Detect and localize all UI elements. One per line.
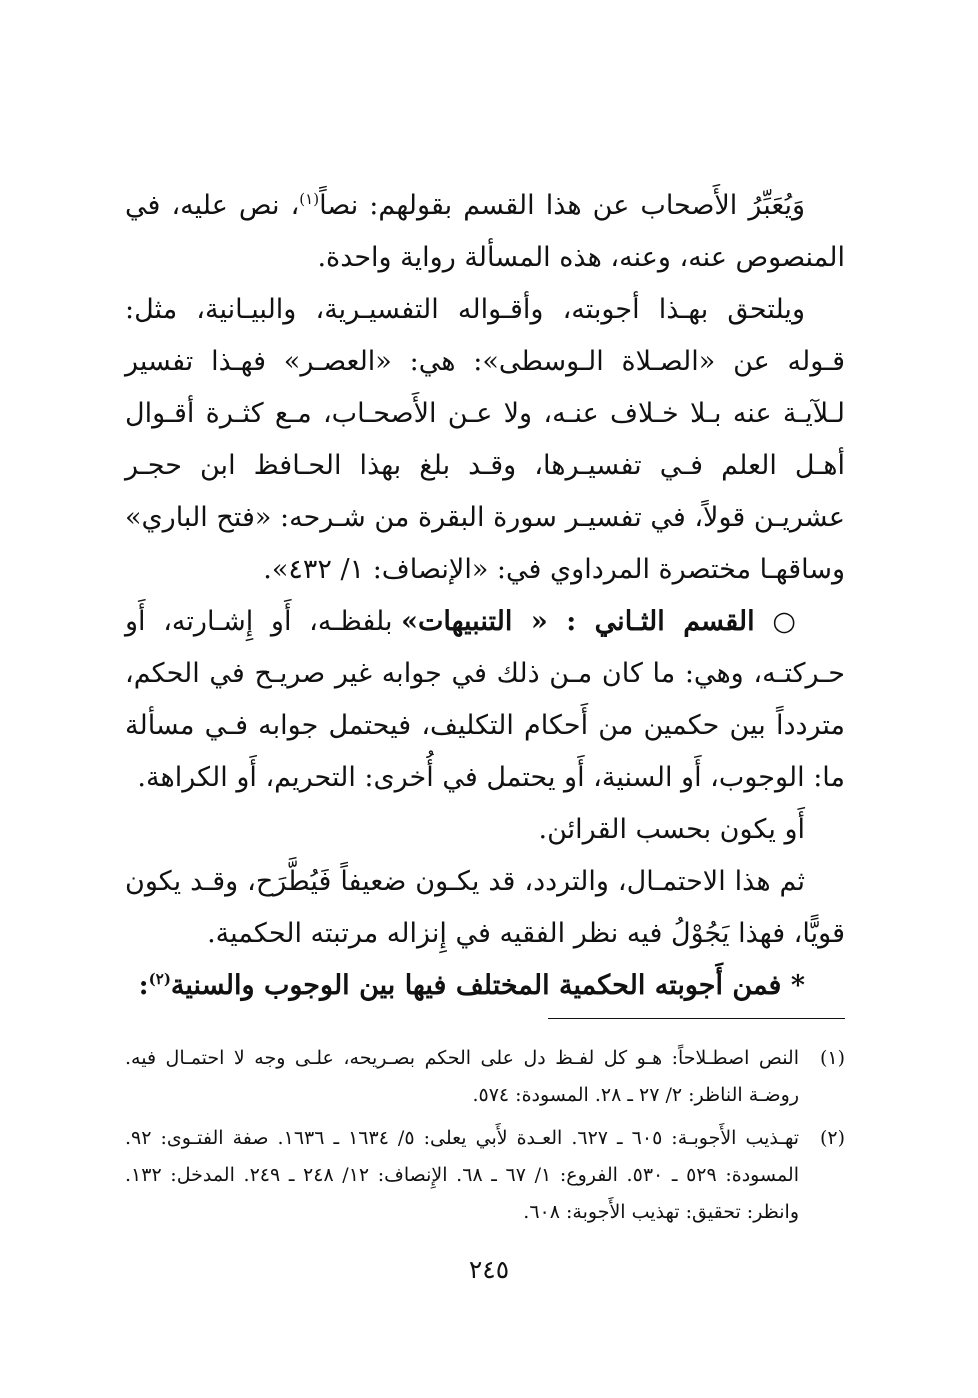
paragraph-4: أَو يكون بحسب القرائن. bbox=[538, 814, 805, 845]
paragraph-6-colon: : bbox=[138, 970, 149, 1001]
footnote-2 bbox=[125, 1120, 845, 1231]
footnote-text: النص اصطـلاحاً: هـو كل لفـظ دل على الحكم بصـريحه، علـى وجه لا احتمـال فيه. روضـة الناظر: ٢/ ٢٧ ـ ٢٨. المسودة: ٥٧٤. bbox=[125, 1047, 799, 1106]
footnote-number: (٢) bbox=[819, 1127, 845, 1149]
footnote-ref-1: (١) bbox=[299, 190, 320, 208]
footnote-ref-2: (٢) bbox=[148, 970, 171, 988]
paragraph-1-text: وَيُعَبِّرُ الأَصحاب عن هذا القسم بقولهم: نصاً bbox=[319, 190, 805, 221]
footnote-number: (١) bbox=[819, 1047, 845, 1069]
paragraph-2: ويلتحق بهـذا أجوبته، وأقـواله التفسيـرية، والبيـانية، مثل: قـوله عن «الصـلاة الـوسطى»: هي: «العصـر» فهـذا تفسير لـلآيـة عنه بـلا خـلاف عنـه، ولا عـن الأَصحـاب، مـع كثـرة أقـوال أهـل العلم فـي تفسيـرها، وقـد بلغ بهذا الحـافظ ابن حجـر عشريـن قولاً، في تفسيـر سورة البقرة من شـرحه: «فتح الباري» وساقهـا مختصرة المرداوي في: «الإنصاف: ١/ ٤٣٢». bbox=[125, 294, 845, 585]
paragraph-3-text: بلفظـه، أَو إِشـارته، أَو حـركتـه، وهي: ما كان مـن ذلك في جوابه غير صريـح في الحكم، متردداً بين حكمين من أَحكام التكليف، فيحتمل جوابه فـي مسألة ما: الوجوب، أَو السنية، أَو يحتمل في أُخرى: التحريم، أَو الكراهة. bbox=[125, 606, 845, 793]
paragraph-6 bbox=[125, 960, 845, 1012]
section-heading: القسم الثـاني : « التنبيهات» bbox=[401, 606, 755, 637]
paragraph-6-text: * فمن أَجوبته الحكمية المختلف فيها بين الوجوب والسنية bbox=[170, 970, 805, 1001]
main-text-block bbox=[125, 180, 845, 1012]
footnote-divider bbox=[548, 1018, 845, 1019]
footnotes-block bbox=[125, 1040, 845, 1237]
circle-bullet-icon: ○ bbox=[772, 606, 805, 637]
paragraph-1-text-continued: ، نص عليه، في المنصوص عنه، وعنه، هذه المسألة رواية واحدة. bbox=[125, 190, 845, 273]
paragraph-1 bbox=[125, 180, 845, 284]
footnote-1 bbox=[125, 1040, 845, 1114]
paragraph-3 bbox=[125, 596, 845, 804]
footnote-text: تهـذيب الأَجوبـة: ٦٠٥ ـ ٦٢٧. العـدة لأَبي يعلى: ٥/ ١٦٣٤ ـ ١٦٣٦. صفة الفتـوى: ٩٢. المسودة: ٥٢٩ ـ ٥٣٠. الفروع: ١/ ٦٧ ـ ٦٨. الإِنصاف: ١٢/ ٢٤٨ ـ ٢٤٩. المدخل: ١٣٢. وانظر: تحقيق: تهذيب الأَجوبة: ٦٠٨. bbox=[125, 1127, 799, 1223]
page-number: ٢٤٥ bbox=[468, 1255, 510, 1284]
paragraph-5: ثم هذا الاحتمـال، والتردد، قد يكـون ضعيفاً فَيُطَّرَح، وقـد يكون قويًّا، فهذا يَجُوْلُ فيه نظر الفقيه في إِنزاله مرتبته الحكمية. bbox=[125, 866, 845, 949]
